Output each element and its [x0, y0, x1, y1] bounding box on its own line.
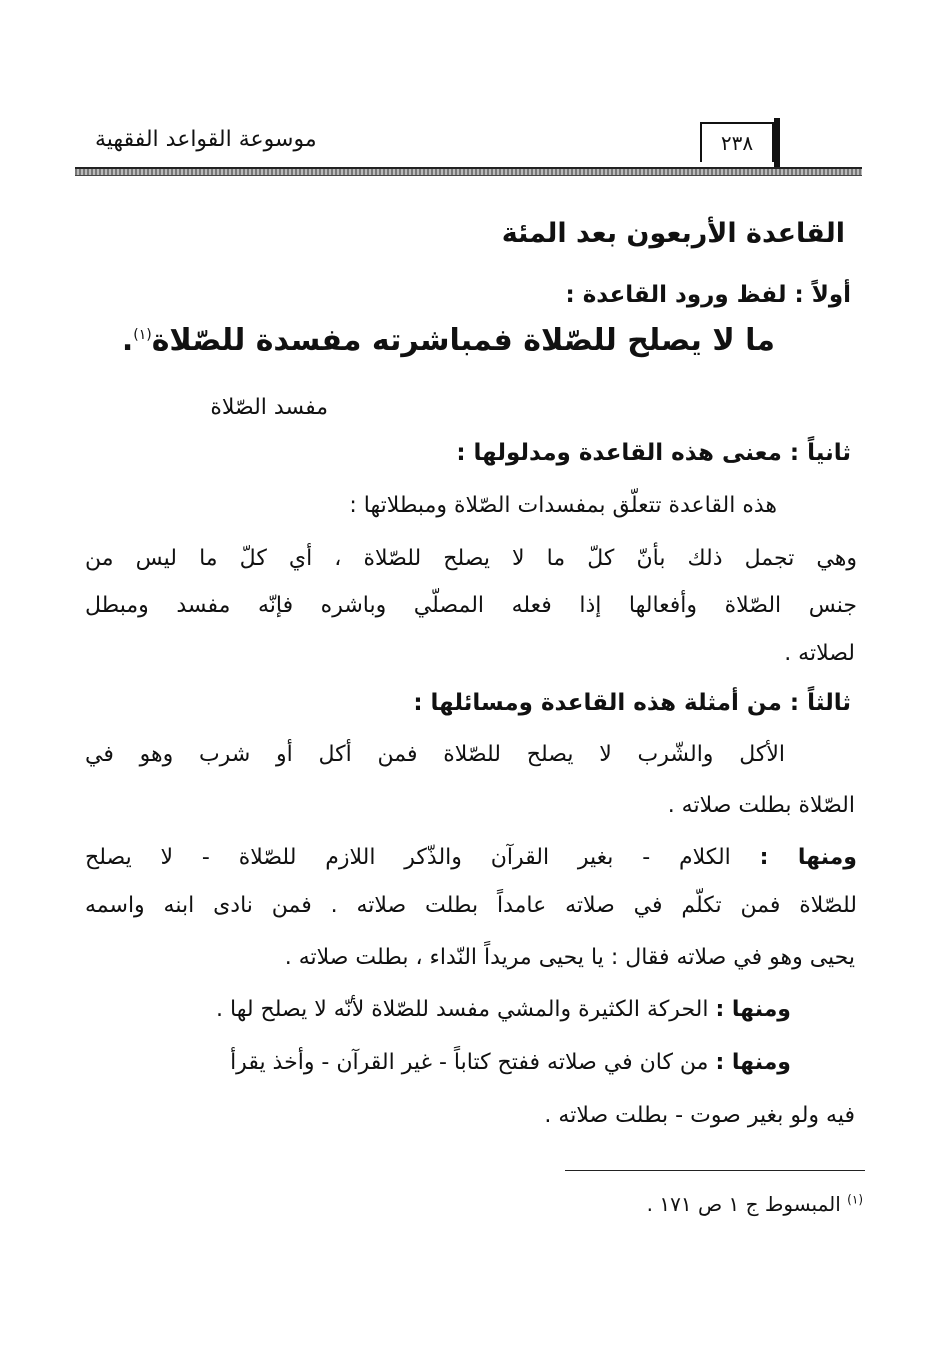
page-number-bar: [774, 118, 780, 168]
footnote: [647, 1192, 863, 1216]
minha-label: ومنها :: [715, 1050, 791, 1075]
example4-line1: [230, 1050, 791, 1075]
section3-title: ثالثاً : من أمثلة هذه القاعدة ومسائلها :: [413, 690, 851, 716]
rule-text: ما لا يصلح للصّلاة فمباشرته مفسدة للصّلاة: [151, 323, 775, 358]
section2-line1: هذه القاعدة تتعلّق بمفسدات الصّلاة ومبطلاتها :: [349, 493, 777, 518]
section2-line4: لصلاته .: [784, 641, 855, 666]
footnote-marker: (١): [847, 1192, 863, 1207]
example1-line1: الأكل والشّرب لا يصلح للصّلاة فمن أكل أو شرب وهو في: [85, 742, 785, 767]
rule-end: .: [121, 323, 134, 358]
example2-line2: للصّلاة فمن تكلّم في صلاته عامداً بطلت صلاته . فمن نادى ابنه واسمه: [85, 893, 857, 918]
rule-subtitle: مفسد الصّلاة: [210, 395, 328, 420]
example4-line2: فيه ولو بغير صوت - بطلت صلاته .: [544, 1103, 855, 1128]
book-title: موسوعة القواعد الفقهية: [95, 127, 317, 152]
example2-line1: [85, 845, 857, 870]
minha-label: ومنها :: [715, 997, 791, 1022]
section1-title: أولاً : لفظ ورود القاعدة :: [565, 282, 851, 308]
header-rule: [75, 167, 862, 176]
page-number: ٢٣٨: [700, 122, 774, 162]
section2-line2: وهي تجمل ذلك بأنّ كلّ ما لا يصلح للصّلاة ، أي كلّ ما ليس من: [85, 546, 857, 571]
rule-heading: القاعدة الأربعون بعد المئة: [501, 218, 845, 249]
example2-text: الكلام - بغير القرآن والذّكر اللازم للصّلاة - لا يصلح: [85, 845, 731, 870]
footnote-text: المبسوط ج ١ ص ١٧١ .: [646, 1192, 841, 1216]
example4-text: من كان في صلاته ففتح كتاباً - غير القرآن - وأخذ يقرأ: [230, 1050, 709, 1075]
example2-line3: يحيى وهو في صلاته فقال : يا يحيى مريداً النّداء ، بطلت صلاته .: [284, 945, 855, 970]
rule-statement: [122, 323, 775, 358]
example1-line2: الصّلاة بطلت صلاته .: [667, 793, 855, 818]
minha-label: ومنها :: [759, 845, 857, 870]
footnote-rule: [565, 1170, 865, 1171]
example3-text: الحركة الكثيرة والمشي مفسد للصّلاة لأنّه لا يصلح لها .: [216, 997, 709, 1022]
rule-footnote-ref[interactable]: (١): [133, 327, 152, 343]
section2-title: ثانياً : معنى هذه القاعدة ومدلولها :: [456, 440, 851, 466]
example3-line: [216, 997, 791, 1022]
section2-line3: جنس الصّلاة وأفعالها إذا فعله المصلّي وباشره فإنّه مفسد ومبطل: [85, 593, 857, 618]
